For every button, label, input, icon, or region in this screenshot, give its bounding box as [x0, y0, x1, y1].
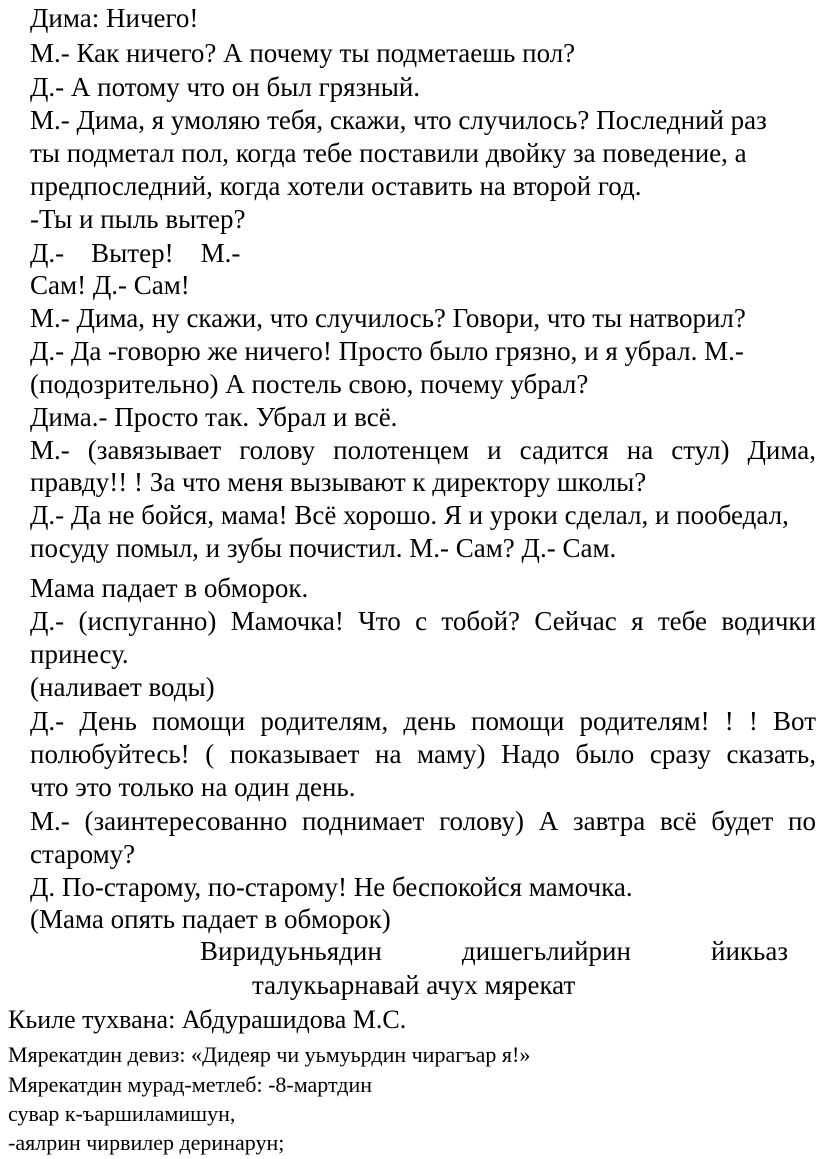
text-line: Д.- Да -говорю же ничего! Просто было грязно, и я убрал. М.- — [30, 336, 744, 366]
text-line: (подозрительно) А постель свою, почему убрал? — [30, 369, 589, 399]
heading-line-1 — [200, 936, 788, 966]
text-line: полюбуйтесь! ( показывает на маму) Надо было сразу сказать, — [30, 739, 816, 769]
text-line: посуду помыл, и зубы почистил. М.- Сам? Д.- Сам. — [30, 533, 617, 563]
text-line: Сам! Д.- Сам! — [30, 270, 190, 300]
author-line: Кьиле тухвана: Абдурашидова М.С. — [8, 1005, 407, 1034]
text-line: старому? — [30, 839, 136, 869]
text-line: Мама падает в обморок. — [30, 573, 309, 603]
motto-line: Мярекатдин девиз: «Дидеяр чи уьмуьрдин чирагъар я!» — [8, 1042, 531, 1067]
text-line: М.- (завязывает голову полотенцем и садится на стул) Дима, — [30, 435, 816, 465]
heading-word: дишегьлийрин — [461, 936, 631, 966]
text-line: предпоследний, когда хотели оставить на второй год. — [30, 171, 642, 201]
text-line: ты подметал пол, когда тебе поставили двойку за поведение, а — [30, 138, 747, 168]
text-line: М.- Дима, ну скажи, что случилось? Говори, что ты натворил? — [30, 303, 746, 333]
text-line: Дима.- Просто так. Убрал и всё. — [30, 402, 398, 432]
heading-word: Виридуьньядин — [200, 936, 382, 966]
text-line: Д.- А потому что он был грязный. — [30, 72, 421, 102]
text-line: Д.- Вытер! М.- — [30, 238, 241, 268]
text-line: правду!! ! За что меня вызывают к директору школы? — [30, 467, 647, 497]
text-line: М.- (заинтересованно поднимает голову) А завтра всё будет по — [30, 806, 816, 836]
goal-line: Мярекатдин мурад-метлеб: -8-мартдин — [8, 1072, 373, 1097]
text-line: М.- Как ничего? А почему ты подметаешь пол? — [30, 38, 576, 68]
goal-line-3: -аялрин чирвилер деринарун; — [8, 1130, 285, 1155]
text-line: что это только на один день. — [30, 772, 356, 802]
text-line: принесу. — [30, 639, 129, 669]
text-line: Д.- День помощи родителям, день помощи родителям! ! ! Вот — [30, 706, 816, 736]
heading-line-2: талукьарнавай ачух мярекат — [252, 970, 576, 1000]
heading-word: йикьаз — [711, 936, 788, 966]
text-line: Д. По-старому, по-старому! Не беспокойся мамочка. — [30, 872, 633, 902]
text-line: Д.- (испуганно) Мамочка! Что с тобой? Сейчас я тебе водички — [30, 606, 816, 636]
text-line: М.- Дима, я умоляю тебя, скажи, что случилось? Последний раз — [30, 105, 767, 135]
text-line: (Мама опять падает в обморок) — [30, 904, 391, 934]
text-line: -Ты и пыль вытер? — [30, 204, 246, 234]
text-line: (наливает воды) — [30, 672, 215, 702]
text-line: Дима: Ничего! — [30, 3, 199, 33]
goal-line-2: сувар к-ъаршиламишун, — [8, 1101, 236, 1126]
text-line: Д.- Да не бойся, мама! Всё хорошо. Я и уроки сделал, и пообедал, — [30, 500, 789, 530]
